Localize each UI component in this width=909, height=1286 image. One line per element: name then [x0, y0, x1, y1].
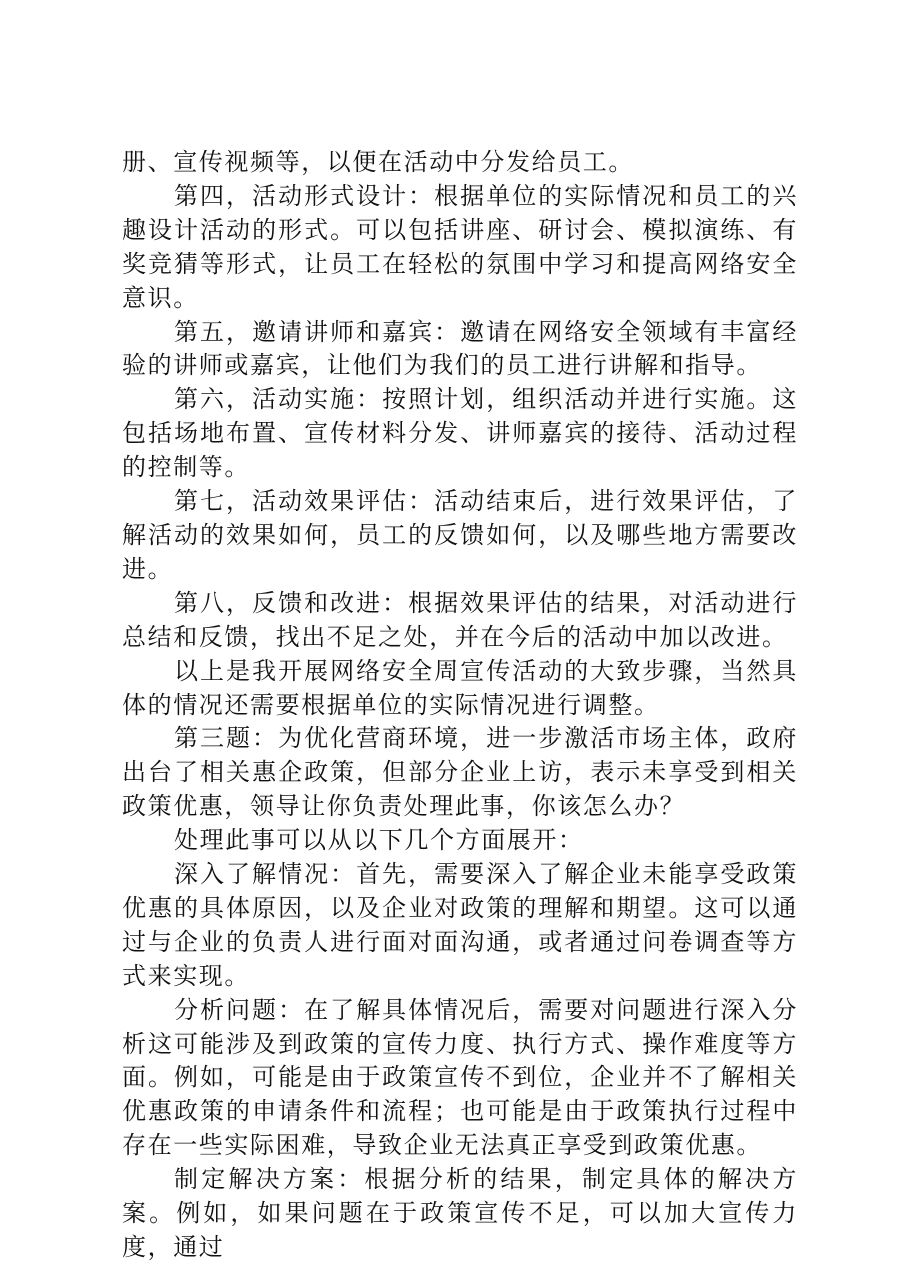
paragraph-understand-situation: 深入了解情况：首先，需要深入了解企业未能享受政策优惠的具体原因，以及企业对政策的理解和期望。这可以通过与企业的负责人进行面对面沟通，或者通过问卷调查等方式来实现。	[122, 860, 798, 990]
paragraph-step-seven: 第七，活动效果评估：活动结束后，进行效果评估，了解活动的效果如何，员工的反馈如何，以及哪些地方需要改进。	[122, 487, 798, 583]
paragraph-question-three: 第三题：为优化营商环境，进一步激活市场主体，政府出台了相关惠企政策，但部分企业上访，表示未享受到相关政策优惠，领导让你负责处理此事，你该怎么办？	[122, 724, 798, 821]
paragraph-answer-intro: 处理此事可以从以下几个方面展开：	[174, 826, 584, 855]
paragraph-solution: 制定解决方案：根据分析的结果，制定具体的解决方案。例如，如果问题在于政策宣传不足，可以加大宣传力度，通过	[122, 1165, 798, 1261]
paragraph-step-four: 第四，活动形式设计：根据单位的实际情况和员工的兴趣设计活动的形式。可以包括讲座、研讨会、模拟演练、有奖竞猜等形式，让员工在轻松的氛围中学习和提高网络安全意识。	[122, 181, 798, 312]
paragraph-analyze-problem: 分析问题：在了解具体情况后，需要对问题进行深入分析这可能涉及到政策的宣传力度、执行方式、操作难度等方面。例如，可能是由于政策宣传不到位，企业并不了解相关优惠政策的申请条件和流程；也可能是由于政策执行过程中存在一些实际困难，导致企业无法真正享受到政策优惠。	[122, 995, 798, 1160]
paragraph-step-six: 第六，活动实施：按照计划，组织活动并进行实施。这包括场地布置、宣传材料分发、讲师嘉宾的接待、活动过程的控制等。	[122, 385, 798, 482]
paragraph-continuation: 册、宣传视频等，以便在活动中分发给员工。	[122, 148, 634, 176]
paragraph-step-five: 第五，邀请讲师和嘉宾：邀请在网络安全领域有丰富经验的讲师或嘉宾，让他们为我们的员工进行讲解和指导。	[122, 317, 798, 380]
paragraph-summary: 以上是我开展网络安全周宣传活动的大致步骤，当然具体的情况还需要根据单位的实际情况进行调整。	[122, 656, 798, 719]
paragraph-step-eight: 第八，反馈和改进：根据效果评估的结果，对活动进行总结和反馈，找出不足之处，并在今后的活动中加以改进。	[122, 588, 798, 651]
document-body	[122, 146, 798, 1265]
